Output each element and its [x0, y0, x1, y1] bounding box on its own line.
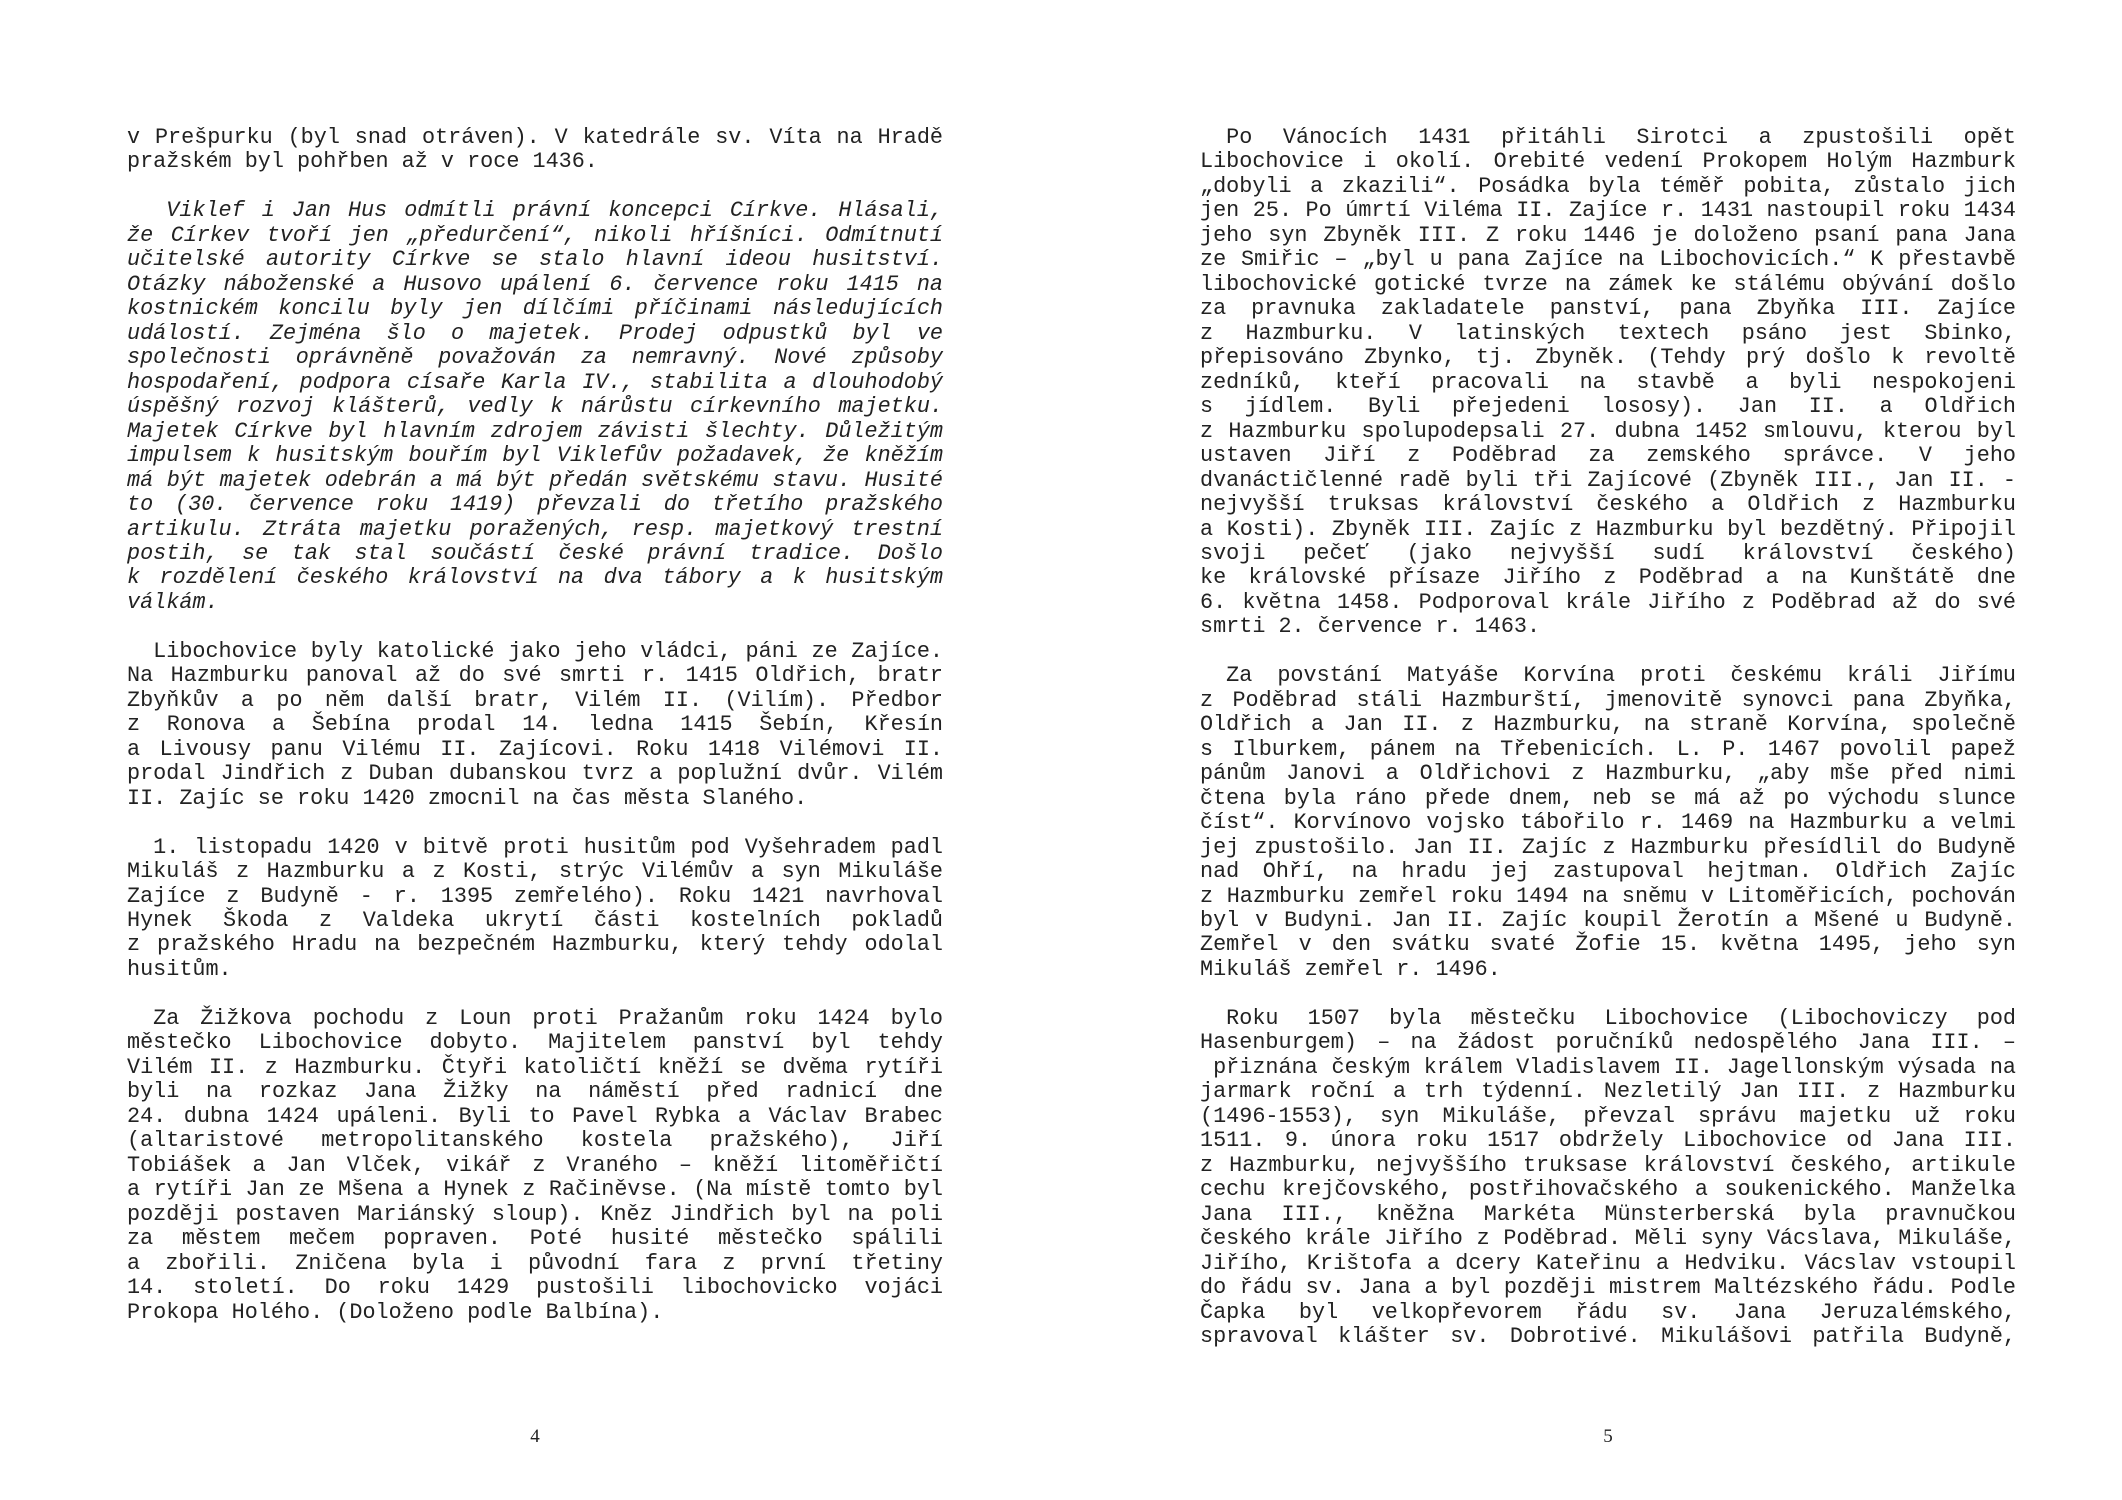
text-line: libochovické gotické tvrze na zámek ke stálému obývání došlo: [1200, 271, 2016, 297]
text-line: Hasenburgem) – na žádost poručníků nedospělého Jana III. –: [1200, 1030, 2016, 1056]
text-line: dvanáctičlenné radě byli tři Zajícové (Zbyněk III., Jan II. -: [1200, 467, 2016, 493]
text-line: pražském byl pohřben až v roce 1436.: [127, 149, 598, 175]
paragraph: [127, 836, 943, 983]
text-line: spravoval klášter sv. Dobrotivé. Mikulášovi patřila Budyně,: [1200, 1323, 2016, 1349]
text-line: Tobiášek a Jan Vlček, vikář z Vraného – kněží litoměřičtí: [127, 1152, 943, 1178]
page-number: 5: [1603, 1426, 1613, 1447]
text-line: za městem mečem popraven. Poté husité městečko spálili: [127, 1226, 943, 1252]
text-line: Za povstání Matyáše Korvína proti českému králi Jiřímu: [1226, 663, 2016, 689]
text-line: Jana III., kněžna Markéta Münsterberská byla pravnučkou: [1200, 1201, 2016, 1227]
text-line: husitům.: [127, 956, 232, 982]
text-line: číst“. Korvínovo vojsko tábořilo r. 1469 na Hazmburku a velmi: [1200, 810, 2016, 836]
text-line: za pravnuka zakladatele panství, pana Zbyňka III. Zajíce: [1200, 296, 2016, 322]
text-line: později postaven Mariánský sloup). Kněz Jindřich byl na poli: [127, 1201, 943, 1227]
text-line: z pražského Hradu na bezpečném Hazmburku, který tehdy odolal: [127, 932, 943, 958]
text-line: Prokopa Holého. (Doloženo podle Balbína).: [127, 1299, 664, 1325]
text-line: byl v Budyni. Jan II. Zajíc koupil Žerotín a Mšené u Budyně.: [1200, 908, 2016, 933]
text-line: má být majetek odebrán a má být předán světskému stavu. Husité: [127, 467, 943, 493]
text-line: ze Smiřic – „byl u pana Zajíce na Libochovicích.“ K přestavbě: [1200, 247, 2016, 273]
paragraph-continues: [1200, 1007, 2016, 1350]
text-line: prodal Jindřich z Duban dubanskou tvrz a poplužní dvůr. Vilém: [127, 761, 943, 787]
text-line: artikulu. Ztráta majetku poražených, resp. majetkový trestní: [127, 516, 943, 542]
text-line: s jídlem. Byli přejedeni lososy). Jan II. a Oldřich: [1200, 394, 2016, 420]
text-line: nejvyšší truksas království českého a Oldřich z Hazmburku: [1200, 492, 2016, 518]
text-line: (1496-1553), syn Mikuláše, převzal správu majetku už roku: [1200, 1103, 2016, 1129]
paragraph: [1200, 126, 2016, 640]
text-line: Vilém II. z Hazmburku. Čtyři katoličtí kněží se dvěma rytíři: [127, 1054, 943, 1080]
text-line: 1. listopadu 1420 v bitvě proti husitům pod Vyšehradem padl: [153, 834, 943, 860]
text-line: z Hazmburku, nejvyššího truksase království českého, artikule: [1200, 1152, 2016, 1178]
text-line: pánům Janovi a Oldřichovi z Hazmburku, „aby mše před nimi: [1200, 761, 2016, 787]
text-line: smrti 2. července r. 1463.: [1200, 614, 1541, 640]
text-line: hospodaření, podpora císaře Karla IV., stabilita a dlouhodobý: [127, 369, 943, 395]
text-line: Hynek Škoda z Valdeka ukrytí části kostelních pokladů: [127, 908, 943, 933]
right-page-text: [1200, 126, 2016, 1374]
text-line: II. Zajíc se roku 1420 zmocnil na čas města Slaného.: [127, 785, 808, 811]
text-line: jen 25. Po úmrtí Viléma II. Zajíce r. 1431 nastoupil roku 1434: [1200, 198, 2016, 224]
left-page-text: [127, 126, 943, 1349]
text-line: Na Hazmburku panoval až do své smrti r. 1415 Oldřich, bratr: [127, 663, 943, 689]
text-line: přiznána českým králem Vladislavem II. Jagellonským výsada na: [1213, 1054, 2016, 1080]
text-line: Otázky náboženské a Husovo upálení 6. července roku 1415 na: [127, 271, 943, 297]
text-line: byli na rozkaz Jana Žižky na náměstí před radnicí dne: [127, 1079, 943, 1105]
text-line: jeho syn Zbyněk III. Z roku 1446 je doloženo psaní pana Jana: [1200, 222, 2016, 248]
text-line: a zbořili. Zničena byla i původní fara z první třetiny: [127, 1250, 943, 1276]
paragraph-italic: [127, 199, 943, 615]
text-line: Za Žižkova pochodu z Loun proti Pražanům roku 1424 bylo: [153, 1005, 943, 1031]
text-line: v Prešpurku (byl snad otráven). V katedrále sv. Víta na Hradě: [127, 125, 943, 150]
text-line: z Hazmburku. V latinských textech psáno jest Sbinko,: [1200, 320, 2016, 346]
text-line: impulsem k husitským bouřím byl Viklefův požadavek, že kněžím: [127, 443, 943, 469]
text-line: z Hazmburku zemřel roku 1494 na sněmu v Litoměřicích, pochován: [1200, 883, 2016, 909]
right-page: [1061, 0, 2122, 1500]
text-line: kostnickém koncilu byly jen dílčími příčinami následujících: [127, 296, 943, 322]
text-line: 14. století. Do roku 1429 pustošili libochovicko vojáci: [127, 1275, 943, 1301]
text-line: Zajíce z Budyně - r. 1395 zemřelého). Roku 1421 navrhoval: [127, 883, 943, 909]
text-line: Oldřich a Jan II. z Hazmburku, na straně Korvína, společně: [1200, 712, 2016, 738]
text-line: do řádu sv. Jana a byl později mistrem Maltézského řádu. Podle: [1200, 1275, 2016, 1301]
text-line: a rytíři Jan ze Mšena a Hynek z Račiněvse. (Na místě tomto byl: [127, 1177, 943, 1203]
text-line: jej zpustošilo. Jan II. Zajíc z Hazmburku přesídlil do Budyně: [1200, 834, 2016, 860]
text-line: Libochovice byly katolické jako jeho vládci, páni ze Zajíce.: [153, 638, 943, 664]
text-line: přepisováno Zbynko, tj. Zbyněk. (Tehdy prý došlo k revoltě: [1200, 345, 2016, 371]
text-line: Viklef i Jan Hus odmítli právní koncepci Církve. Hlásali,: [166, 198, 943, 224]
text-line: svoji pečeť (jako nejvyšší sudí království českého): [1200, 540, 2016, 566]
text-line: ke královské přísaze Jiřího z Poděbrad a na Kunštátě dne: [1200, 565, 2016, 591]
text-line: z Poděbrad stáli Hazmburští, jmenovitě synovci pana Zbyňka,: [1200, 687, 2016, 713]
text-line: 6. května 1458. Podporoval krále Jiřího z Poděbrad až do své: [1200, 589, 2016, 615]
text-line: s Ilburkem, pánem na Třebenicích. L. P. 1467 povolil papež: [1200, 736, 2016, 762]
text-line: z Hazmburku spolupodepsali 27. dubna 1452 smlouvu, kterou byl: [1200, 418, 2016, 444]
paragraph: [1200, 664, 2016, 982]
text-line: Jiřího, Krištofa a dcery Kateřinu a Hedviku. Vácslav vstoupil: [1200, 1250, 2016, 1276]
text-line: Libochovice i okolí. Orebité vedení Prokopem Holým Hazmburk: [1200, 149, 2016, 175]
text-line: nad Ohří, na hradu jej zastupoval hejtman. Oldřich Zajíc: [1200, 859, 2016, 885]
text-line: Majetek Církve byl hlavním zdrojem závisti šlechty. Důležitým: [127, 418, 943, 444]
text-line: že Církev tvoří jen „předurčení“, nikoli hříšníci. Odmítnutí: [127, 222, 943, 248]
text-line: zedníků, kteří pracovali na stavbě a byli nespokojeni: [1200, 369, 2016, 395]
paragraph-continued: [127, 126, 943, 175]
text-line: jarmark roční a trh týdenní. Nezletilý Jan III. z Hazmburku: [1200, 1079, 2016, 1105]
text-line: ustaven Jiří z Poděbrad za zemského správce. V jeho: [1200, 443, 2016, 469]
text-line: (altaristové metropolitanského kostela pražského), Jiří: [127, 1128, 943, 1154]
text-line: „dobyli a zkazili“. Posádka byla téměř pobita, zůstalo jich: [1200, 173, 2016, 199]
paragraph: [127, 640, 943, 811]
text-line: to (30. července roku 1419) převzali do třetího pražského: [127, 492, 943, 518]
text-line: a Kosti). Zbyněk III. Zajíc z Hazmburku byl bezdětný. Připojil: [1200, 516, 2016, 542]
page-number: 4: [530, 1426, 540, 1447]
text-line: cechu krejčovského, postřihovačského a soukenického. Manželka: [1200, 1177, 2016, 1203]
text-line: z Ronova a Šebína prodal 14. ledna 1415 Šebín, Křesín: [127, 712, 943, 738]
text-line: a Livousy panu Vilému II. Zajícovi. Roku 1418 Vilémovi II.: [127, 736, 943, 762]
text-line: Čapka byl velkopřevorem řádu sv. Jana Jeruzalémského,: [1200, 1299, 2016, 1325]
text-line: Roku 1507 byla městečku Libochovice (Libochoviczy pod: [1226, 1005, 2016, 1031]
paragraph: [127, 1007, 943, 1325]
text-line: Zbyňkův a po něm další bratr, Vilém II. (Vilím). Předbor: [127, 687, 943, 713]
text-line: k rozdělení českého království na dva tábory a k husitským: [127, 565, 943, 591]
text-line: postih, se tak stal součástí české právní tradice. Došlo: [127, 540, 943, 566]
text-line: městečko Libochovice dobyto. Majitelem panství byl tehdy: [127, 1030, 943, 1056]
text-line: Po Vánocích 1431 přitáhli Sirotci a zpustošili opět: [1226, 125, 2016, 150]
text-line: českého krále Jiřího z Poděbrad. Měli syny Vácslava, Mikuláše,: [1200, 1226, 2016, 1252]
text-line: společnosti oprávněně považován za nemravný. Nové způsoby: [127, 345, 943, 371]
text-line: válkám.: [127, 589, 219, 615]
text-line: Mikuláš zemřel r. 1496.: [1200, 956, 1501, 982]
text-line: 24. dubna 1424 upáleni. Byli to Pavel Rybka a Václav Brabec: [127, 1103, 943, 1129]
text-line: 1511. 9. února roku 1517 obdržely Libochovice od Jana III.: [1200, 1128, 2016, 1154]
text-line: úspěšný rozvoj klášterů, vedly k nárůstu církevního majetku.: [127, 394, 943, 420]
text-line: čtena byla ráno přede dnem, neb se má až po východu slunce: [1200, 785, 2016, 811]
text-line: Mikuláš z Hazmburku a z Kosti, strýc Vilémův a syn Mikuláše: [127, 859, 943, 885]
text-line: událostí. Zejména šlo o majetek. Prodej odpustků byl ve: [127, 320, 943, 346]
text-line: Zemřel v den svátku svaté Žofie 15. května 1495, jeho syn: [1200, 932, 2016, 958]
text-line: učitelské autority Církve se stalo hlavní ideou husitství.: [127, 247, 943, 273]
